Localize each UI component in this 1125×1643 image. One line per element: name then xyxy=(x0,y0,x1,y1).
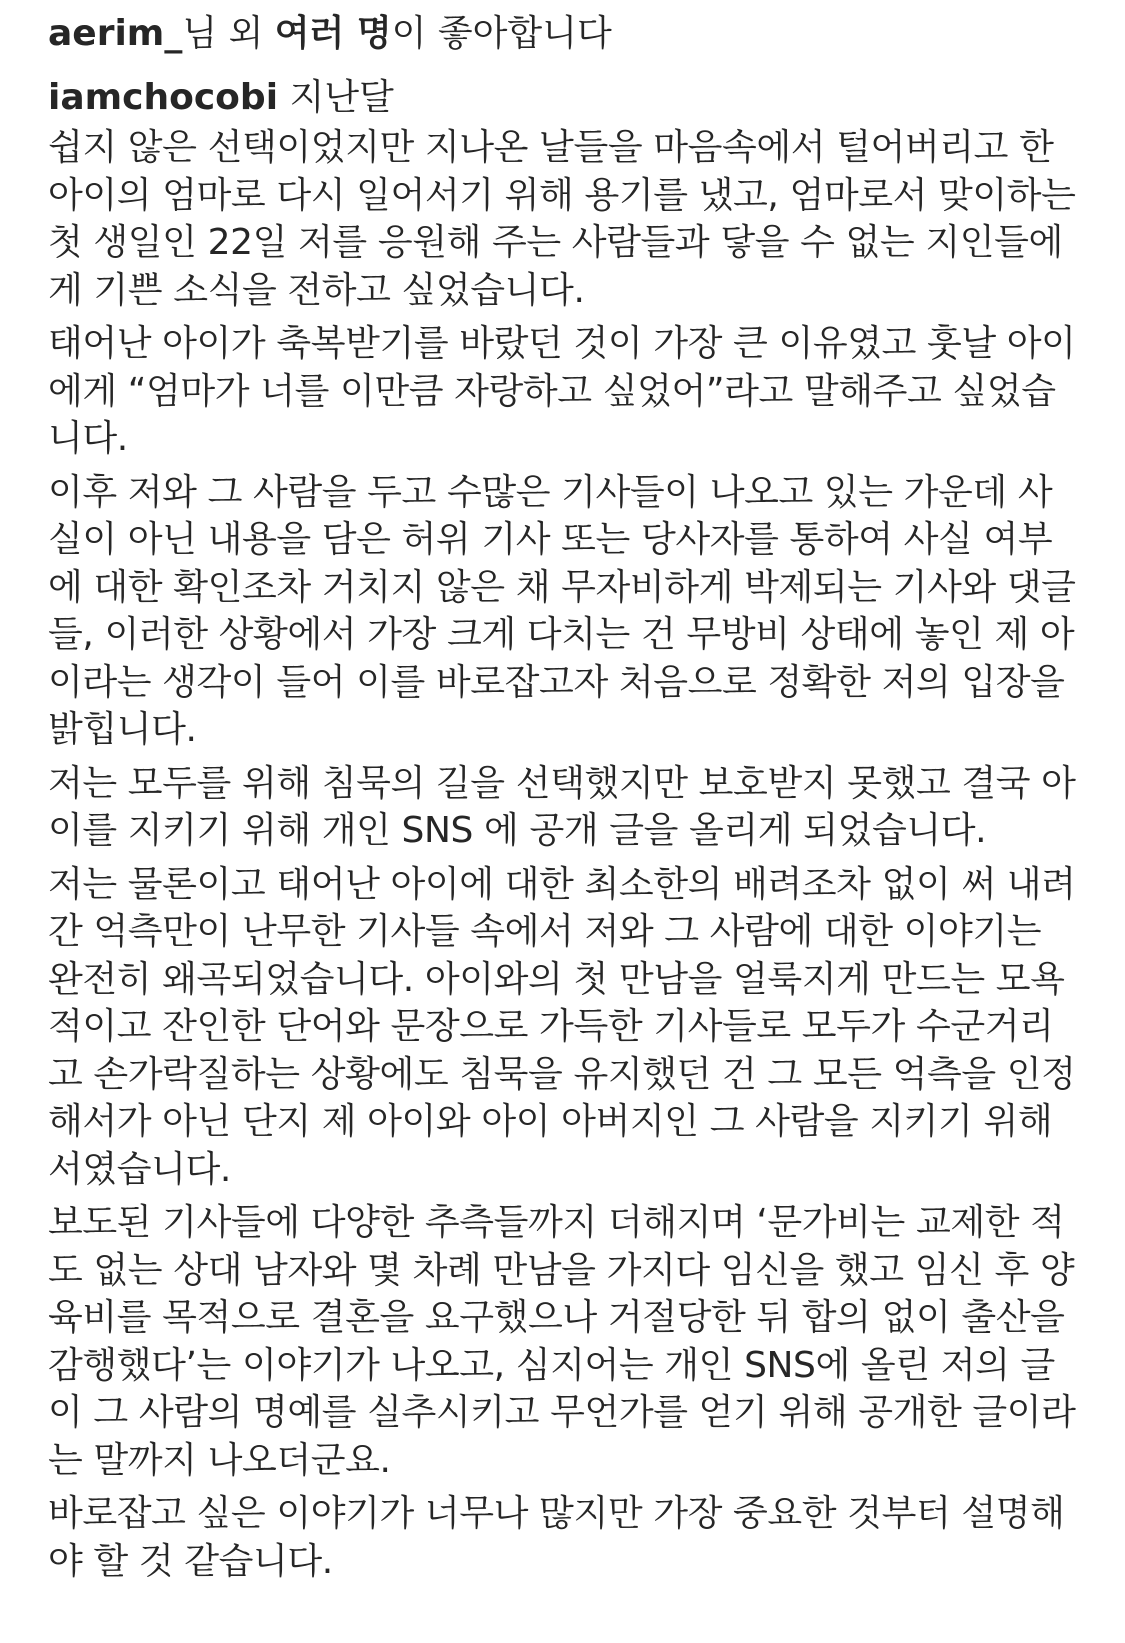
post-timestamp: 지난달 xyxy=(289,77,394,118)
caption-header xyxy=(48,68,1079,124)
likes-summary[interactable] xyxy=(48,4,1079,68)
likes-suffix: 이 좋아합니다 xyxy=(391,13,612,54)
caption-body xyxy=(48,124,1079,1585)
caption-paragraph: 저는 물론이고 태어난 아이에 대한 최소한의 배려조차 없이 써 내려간 억측만이 난무한 기사들 속에서 저와 그 사람에 대한 이야기는 완전히 왜곡되었습니다. 아이와의 첫 만남을 얼룩지게 만드는 모욕적이고 잔인한 단어와 문장으로 가득한 기사들로 모두가 수군거리고 손가락질하는 상황에도 침묵을 유지했던 건 그 모든 억측을 인정해서가 아닌 단지 제 아이와 아이 아버지인 그 사람을 지키기 위해서였습니다. xyxy=(48,863,1076,1190)
likes-others-link[interactable]: 여러 명 xyxy=(274,13,392,54)
liker-username[interactable]: aerim_ xyxy=(48,13,183,54)
likes-connector: 님 외 xyxy=(182,13,275,54)
caption-paragraph: 바로잡고 싶은 이야기가 너무나 많지만 가장 중요한 것부터 설명해야 할 것 같습니다. xyxy=(48,1493,1065,1582)
caption-paragraph: 저는 모두를 위해 침묵의 길을 선택했지만 보호받지 못했고 결국 아이를 지키기 위해 개인 SNS 에 공개 글을 올리게 되었습니다. xyxy=(48,762,1076,851)
caption-paragraph: 태어난 아이가 축복받기를 바랐던 것이 가장 큰 이유였고 훗날 아이에게 “엄마가 너를 이만큼 자랑하고 싶었어”라고 말해주고 싶었습니다. xyxy=(48,323,1076,459)
caption-paragraph: 쉽지 않은 선택이었지만 지나온 날들을 마음속에서 털어버리고 한 아이의 엄마로 다시 일어서기 위해 용기를 냈고, 엄마로서 맞이하는 첫 생일인 22일 저를 응원해 주는 사람들과 닿을 수 없는 지인들에게 기쁜 소식을 전하고 싶었습니다. xyxy=(48,127,1076,311)
caption-paragraph: 보도된 기사들에 다양한 추측들까지 더해지며 ‘문가비는 교제한 적도 없는 상대 남자와 몇 차례 만남을 가지다 임신을 했고 임신 후 양육비를 목적으로 결혼을 요구했으나 거절당한 뒤 합의 없이 출산을 감행했다’는 이야기가 나오고, 심지어는 개인 SNS에 올린 저의 글이 그 사람의 명예를 실추시키고 무언가를 얻기 위해 공개한 글이라는 말까지 나오더군요. xyxy=(48,1202,1076,1481)
author-username[interactable]: iamchocobi xyxy=(48,77,279,118)
caption-paragraph: 이후 저와 그 사람을 두고 수많은 기사들이 나오고 있는 가운데 사실이 아닌 내용을 담은 허위 기사 또는 당사자를 통하여 사실 여부에 대한 확인조차 거치지 않은 채 무자비하게 박제되는 기사와 댓글들, 이러한 상황에서 가장 크게 다치는 건 무방비 상태에 놓인 제 아이라는 생각이 들어 이를 바로잡고자 처음으로 정확한 저의 입장을 밝힙니다. xyxy=(48,471,1076,750)
